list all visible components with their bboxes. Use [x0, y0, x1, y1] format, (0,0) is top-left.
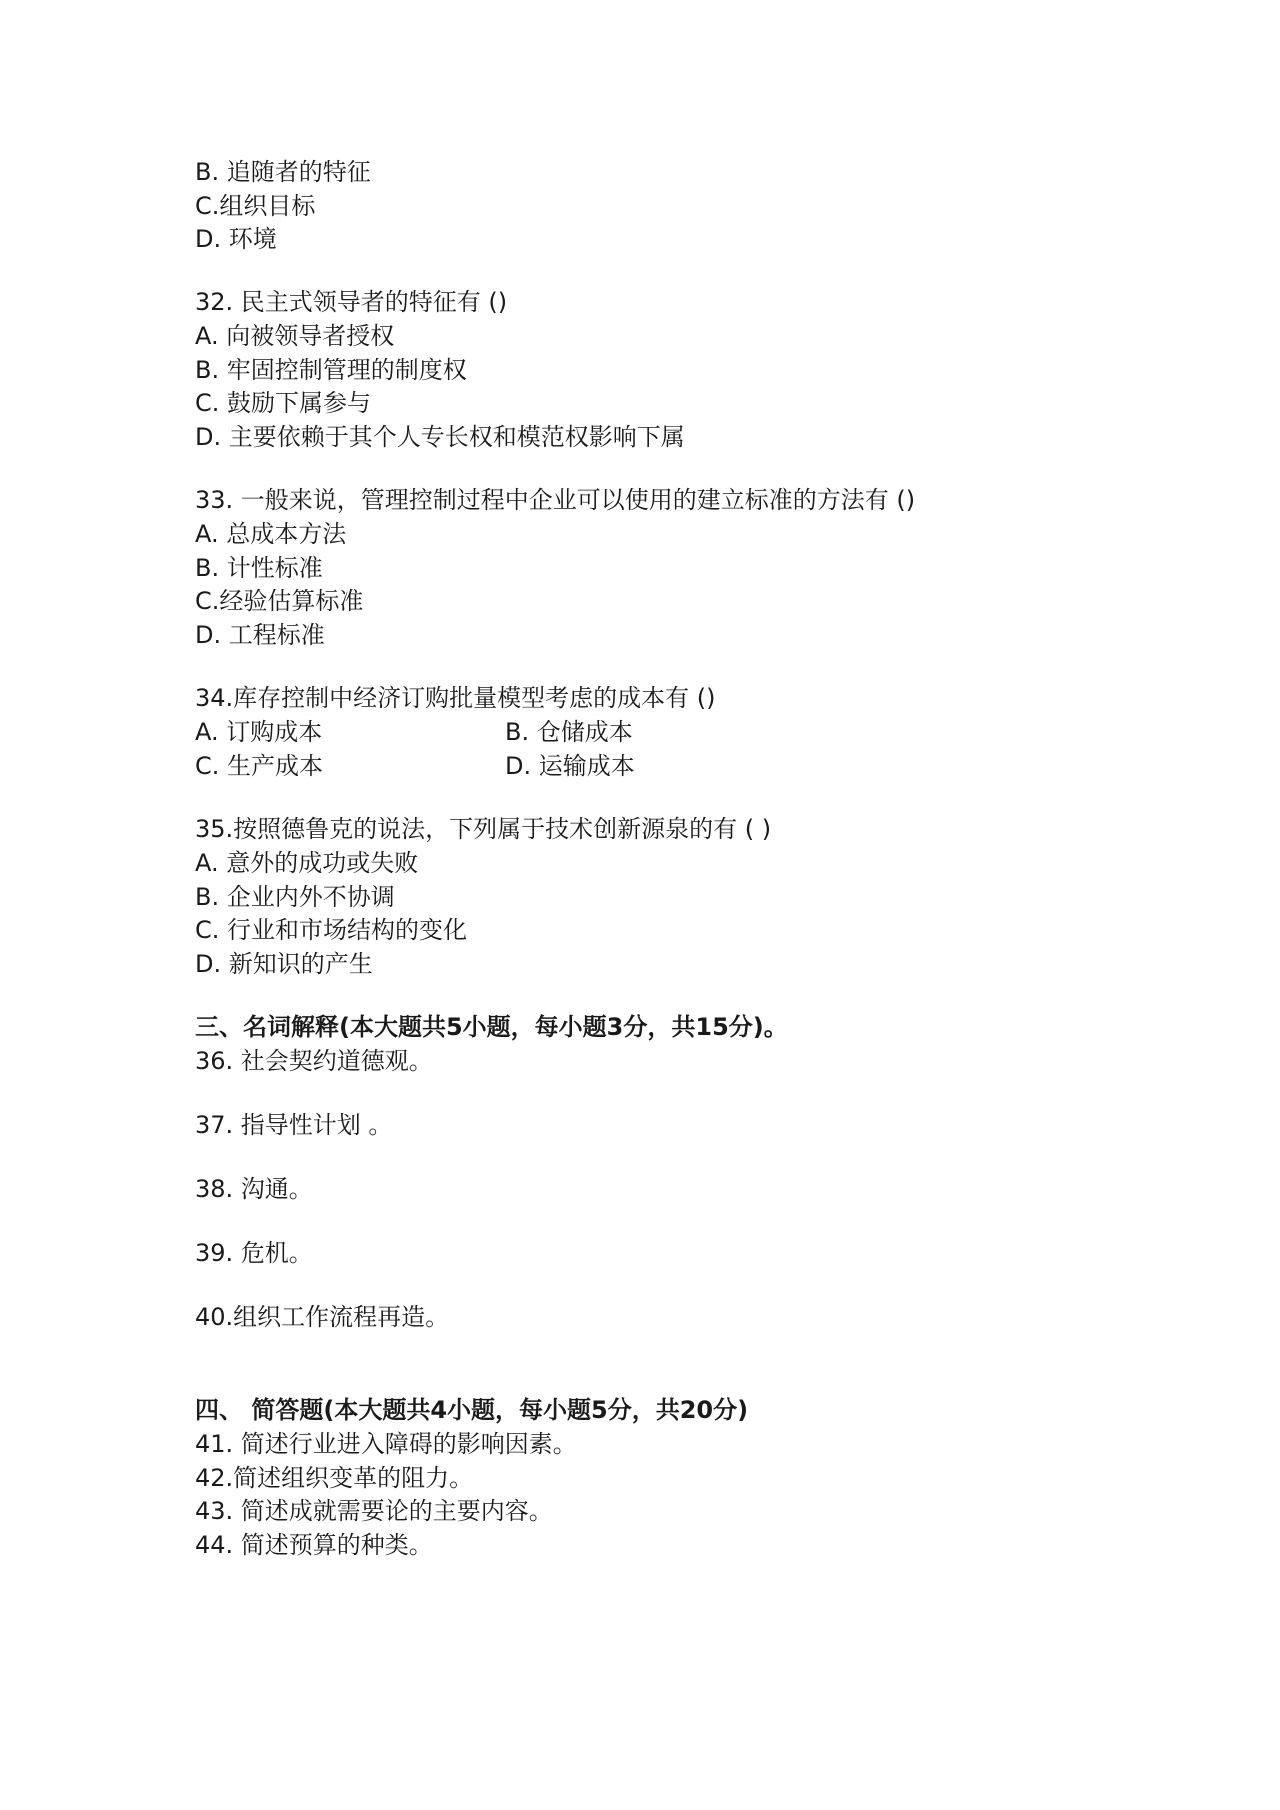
q43-text: 43. 简述成就需要论的主要内容。	[195, 1497, 553, 1525]
section3-heading: 三、名词解释(本大题共5小题，每小题3分，共15分)。	[195, 1013, 788, 1041]
q34-stem: 34.库存控制中经济订购批量模型考虑的成本有 ()	[195, 684, 716, 712]
q31-option-b: B. 追随者的特征	[195, 158, 371, 186]
q34-option-d: D. 运输成本	[505, 752, 635, 780]
section4-heading: 四、 简答题(本大题共4小题，每小题5分，共20分)	[195, 1396, 749, 1424]
q35-option-c: C. 行业和市场结构的变化	[195, 916, 468, 944]
q33-option-a: A. 总成本方法	[195, 520, 347, 548]
q35-option-b: B. 企业内外不协调	[195, 883, 395, 911]
q41-text: 41. 简述行业进入障碍的影响因素。	[195, 1430, 577, 1458]
q38-text: 38. 沟通。	[195, 1175, 313, 1203]
q33-option-c: C.经验估算标准	[195, 587, 364, 615]
q37-text: 37. 指导性计划 。	[195, 1111, 393, 1139]
q32-stem: 32. 民主式领导者的特征有 ()	[195, 288, 508, 316]
q31-option-c: C.组织目标	[195, 192, 316, 220]
q34-option-b: B. 仓储成本	[505, 718, 633, 746]
q33-option-b: B. 计性标准	[195, 554, 323, 582]
q36-text: 36. 社会契约道德观。	[195, 1047, 433, 1075]
q31-option-d: D. 环境	[195, 225, 277, 253]
q39-text: 39. 危机。	[195, 1239, 313, 1267]
q35-option-d: D. 新知识的产生	[195, 950, 373, 978]
q34-option-c: C. 生产成本	[195, 752, 324, 780]
q32-option-a: A. 向被领导者授权	[195, 322, 395, 350]
q35-stem: 35.按照德鲁克的说法，下列属于技术创新源泉的有 ( )	[195, 815, 772, 843]
q33-stem: 33. 一般来说，管理控制过程中企业可以使用的建立标准的方法有 ()	[195, 486, 916, 514]
q42-text: 42.简述组织变革的阻力。	[195, 1464, 474, 1492]
q33-option-d: D. 工程标准	[195, 621, 325, 649]
q32-option-d: D. 主要依赖于其个人专长权和模范权影响下属	[195, 423, 685, 451]
q32-option-b: B. 牢固控制管理的制度权	[195, 356, 467, 384]
q44-text: 44. 简述预算的种类。	[195, 1531, 433, 1559]
q40-text: 40.组织工作流程再造。	[195, 1303, 450, 1331]
q32-option-c: C. 鼓励下属参与	[195, 389, 372, 417]
q35-option-a: A. 意外的成功或失败	[195, 849, 419, 877]
q34-option-a: A. 订购成本	[195, 718, 323, 746]
